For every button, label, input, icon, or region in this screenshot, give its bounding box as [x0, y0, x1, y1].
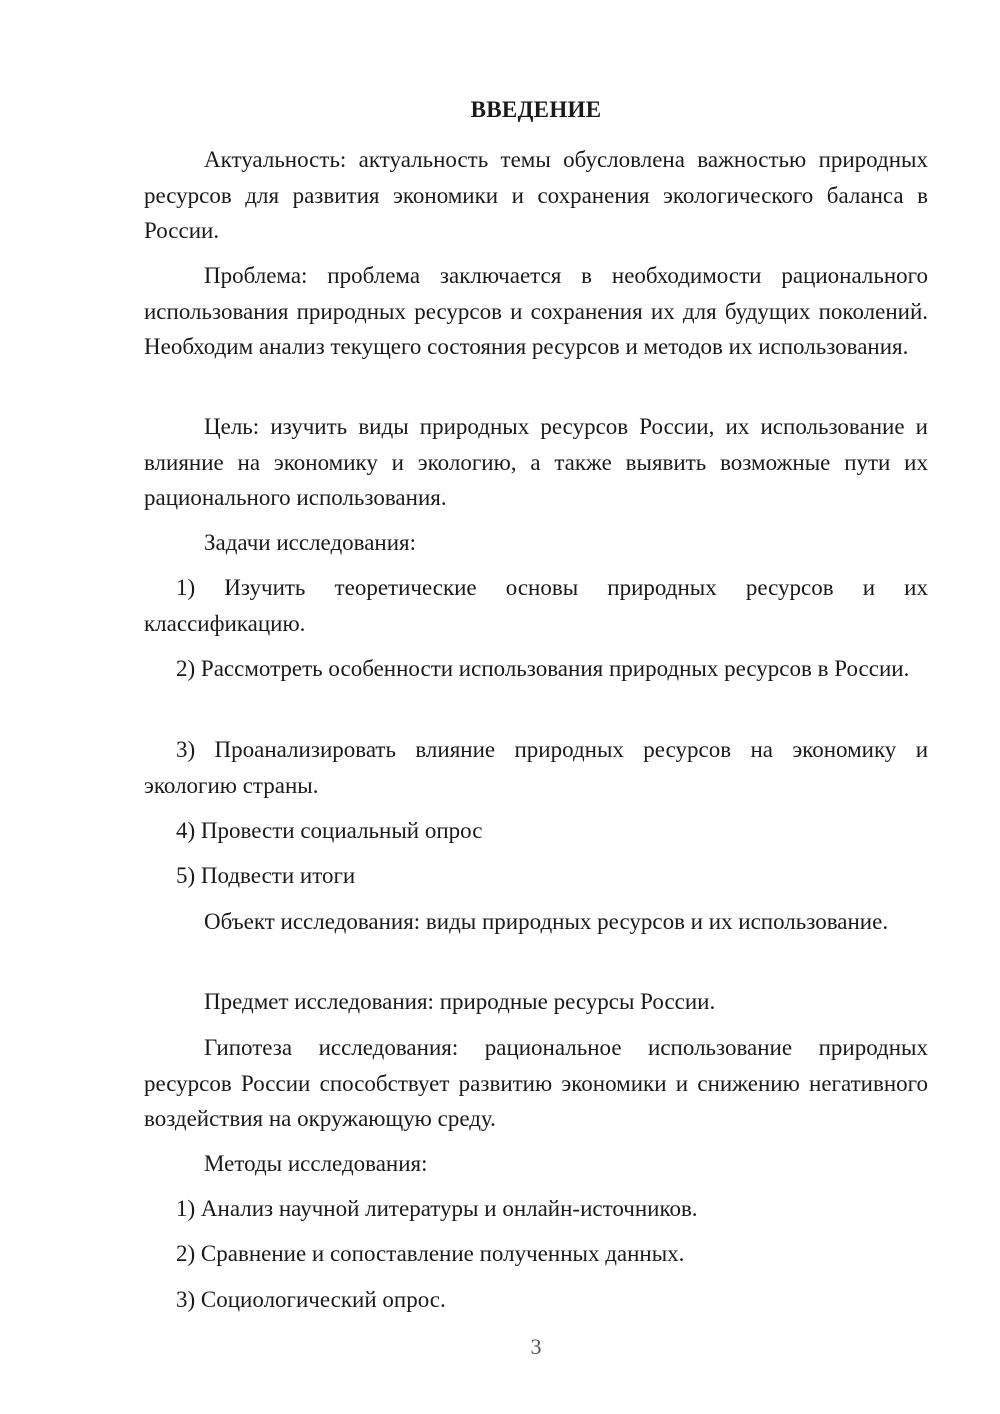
list-item-task-1: 1) Изучить теоретические основы природных ресурсов и их классификацию.	[144, 575, 928, 636]
paragraph-problem: Проблема: проблема заключается в необходимости рационального использования природных ресурсов и сохранения их для будущих поколений. Необходим анализ текущего состояния ресурсов и методов их использования.	[144, 263, 928, 359]
paragraph-tasks-heading: Задачи исследования:	[204, 530, 417, 555]
paragraph-hypothesis: Гипотеза исследования: рациональное использование природных ресурсов России способствует развитию экономики и снижению негативного воздействия на окружающую среду.	[144, 1035, 928, 1131]
list-item-task-5: 5) Подвести итоги	[176, 863, 356, 888]
list-item-method-3: 3) Социологический опрос.	[176, 1287, 446, 1312]
list-item-task-3: 3) Проанализировать влияние природных ресурсов на экономику и экологию страны.	[144, 737, 928, 798]
list-item-task-4: 4) Провести социальный опрос	[176, 818, 483, 843]
page-title: ВВЕДЕНИЕ	[470, 97, 602, 122]
paragraph-subject: Предмет исследования: природные ресурсы России.	[204, 989, 716, 1014]
paragraph-methods-heading: Методы исследования:	[204, 1151, 428, 1176]
list-item-task-2: 2) Рассмотреть особенности использования природных ресурсов в России.	[176, 656, 910, 681]
list-item-method-1: 1) Анализ научной литературы и онлайн-источников.	[176, 1196, 698, 1221]
paragraph-goal: Цель: изучить виды природных ресурсов России, их использование и влияние на экономику и экологию, а также выявить возможные пути их рационального использования.	[144, 414, 928, 510]
paragraph-relevance: Актуальность: актуальность темы обусловлена важностью природных ресурсов для развития экономики и сохранения экологического баланса в России.	[144, 147, 928, 243]
paragraph-object: Объект исследования: виды природных ресурсов и их использование.	[204, 909, 889, 934]
page-number: 3	[530, 1334, 542, 1359]
list-item-method-2: 2) Сравнение и сопоставление полученных данных.	[176, 1241, 685, 1266]
